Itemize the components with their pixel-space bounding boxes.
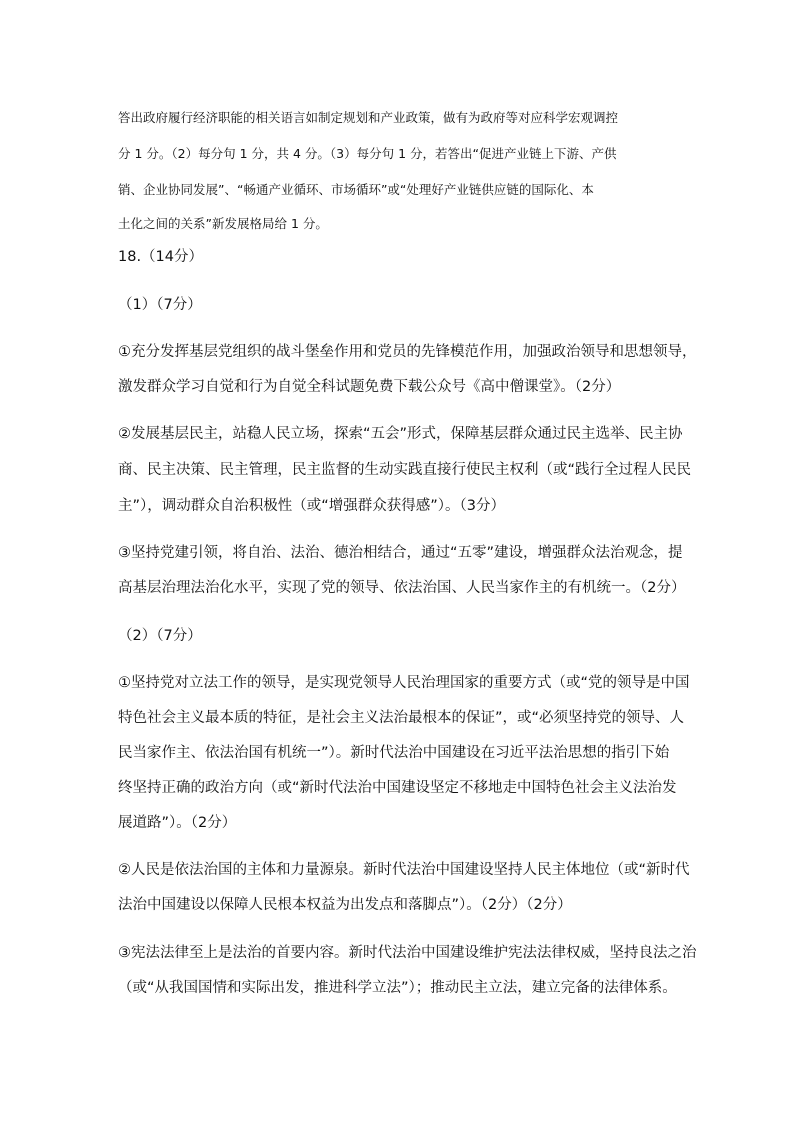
text-line-22: ③宪法法律至上是法治的首要内容。新时代法治中国建设维护宪法法律权威，坚持良法之治 (118, 945, 697, 961)
text-line-21: 法治中国建设以保障人民根本权益为出发点和落脚点”）。（2分）（2分） (118, 897, 572, 913)
text-line-8: 激发群众学习自觉和行为自觉全科试题免费下载公众号《高中僧课堂》。（2分） (118, 379, 621, 395)
sub-question-1-heading: （1）（7分） (118, 297, 202, 313)
question-number: 18.（14分） (118, 249, 204, 265)
text-line-16: 特色社会主义最本质的特征，是社会主义法治最根本的保证”，或“必须坚持党的领导、人 (118, 710, 685, 726)
text-line-10: 商、民主决策、民主管理，民主监督的生动实践直接行使民主权利（或“践行全过程人民民 (118, 462, 692, 478)
text-line-11: 主”），调动群众自治积极性（或“增强群众获得感”）。（3分） (118, 498, 506, 514)
text-line-23: （或“从我国国情和实际出发，推进科学立法”）；推动民主立法，建立完备的法律体系。 (118, 980, 677, 996)
text-line-19: 展道路”）。（2分） (118, 815, 237, 831)
text-line-4: 土化之间的关系”新发展格局给 1 分。 (118, 216, 328, 231)
text-line-17: 民当家作主、依法治国有机统一”）。新时代法治中国建设在习近平法治思想的指引下始 (118, 745, 670, 761)
text-line-7: ①充分发挥基层党组织的战斗堡垒作用和党员的先锋模范作用，加强政治领导和思想领导， (118, 344, 697, 360)
text-line-12: ③坚持党建引领，将自治、法治、德治相结合，通过“五零”建设，增强群众法治观念，提 (118, 545, 683, 561)
text-line-20: ②人民是依法治国的主体和力量源泉。新时代法治中国建设坚持人民主体地位（或“新时代 (118, 862, 690, 878)
sub-question-2-heading: （2）（7分） (118, 628, 202, 644)
text-line-2: 分 1 分。（2）每分句 1 分，共 4 分。（3）每分句 1 分，若答出“促进产业链上下游、产供 (118, 146, 617, 161)
text-line-9: ②发展基层民主，站稳人民立场，探索“五会”形式，保障基层群众通过民主选举、民主协 (118, 426, 683, 442)
text-line-3: 销、企业协同发展”、“畅通产业循环、市场循环”或“处理好产业链供应链的国际化、本 (118, 182, 594, 197)
text-line-1: 答出政府履行经济职能的相关语言如制定规划和产业政策，做有为政府等对应科学宏观调控 (118, 110, 619, 125)
text-line-18: 终坚持正确的政治方向（或“新时代法治中国建设坚定不移地走中国特色社会主义法治发 (118, 780, 677, 796)
text-line-13: 高基层治理法治化水平，实现了党的领导、依法治国、人民当家作主的有机统一。（2分） (118, 580, 686, 596)
text-line-15: ①坚持党对立法工作的领导，是实现党领导人民治理国家的重要方式（或“党的领导是中国 (118, 675, 690, 691)
